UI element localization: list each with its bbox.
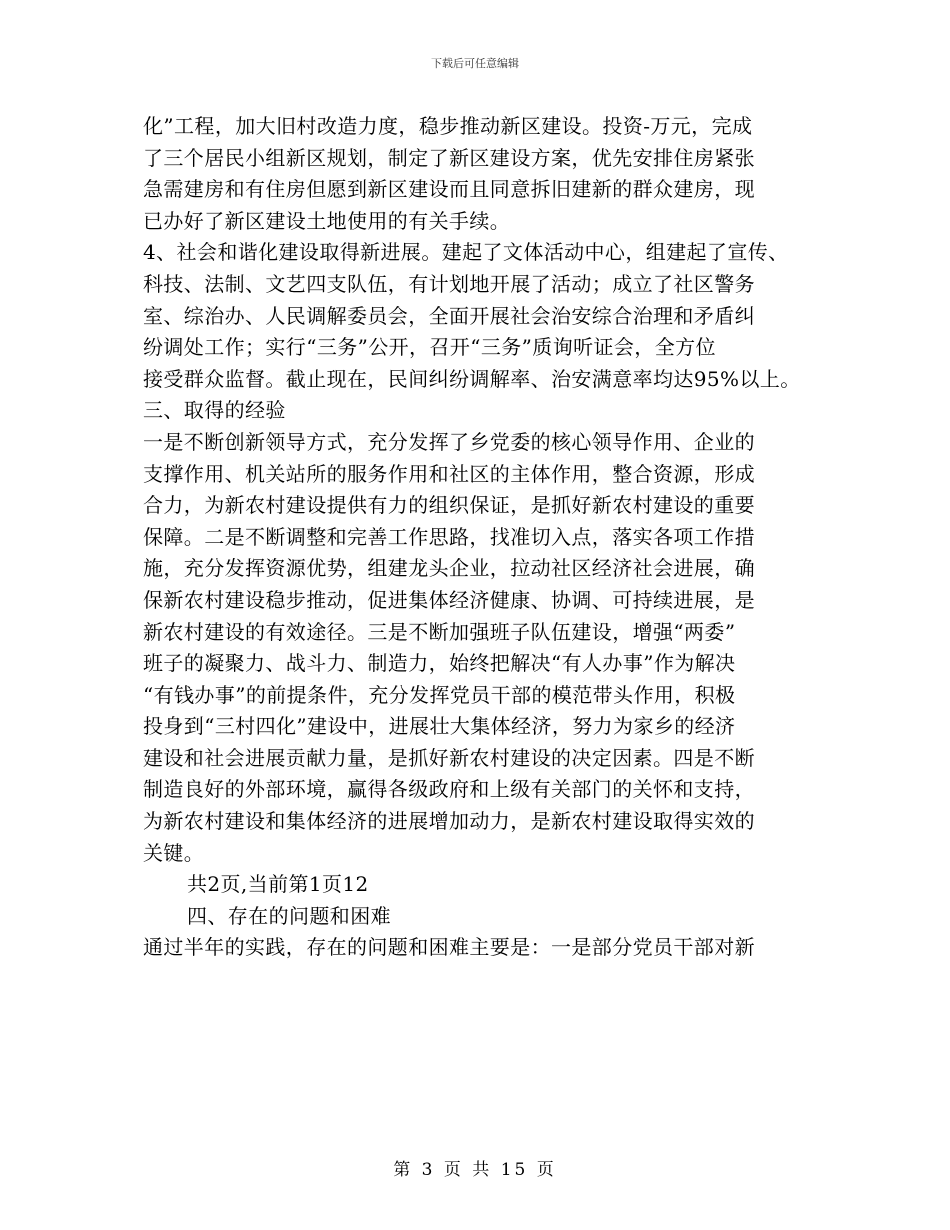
text-line: 接受群众监督。截止现在，民间纠纷调解率、治安满意率均达95%以上。	[143, 366, 801, 391]
text-line: 建设和社会进展贡献力量，是抓好新农村建设的决定因素。四是不断	[143, 745, 755, 770]
text-line: 支撑作用、机关站所的服务作用和社区的主体作用，整合资源，形成	[143, 461, 755, 486]
text-line: 新农村建设的有效途径。三是不断加强班子队伍建设，增强“两委”	[143, 619, 736, 644]
text-line: 保障。二是不断调整和完善工作思路，找准切入点，落实各项工作措	[143, 524, 755, 549]
text-line: 了三个居民小组新区规划，制定了新区建设方案，优先安排住房紧张	[143, 145, 755, 170]
text-line: 已办好了新区建设土地使用的有关手续。	[143, 208, 511, 233]
text-line: 化”工程，加大旧村改造力度，稳步推动新区建设。投资-万元，完成	[143, 114, 753, 138]
text-line: 室、综治办、人民调解委员会，全面开展社会治安综合治理和矛盾纠	[143, 303, 755, 328]
page-number: 第 3 页 共 15 页	[393, 1160, 557, 1180]
text-line: 班子的凝聚力、战斗力、制造力，始终把解决“有人办事”作为解决	[143, 651, 736, 676]
text-line: 4、社会和谐化建设取得新进展。建起了文体活动中心，组建起了宣传、	[143, 240, 789, 265]
text-line: 制造良好的外部环境，赢得各级政府和上级有关部门的关怀和支持，	[143, 777, 755, 802]
text-line: 为新农村建设和集体经济的进展增加动力，是新农村建设取得实效的	[143, 809, 755, 834]
text-line: “有钱办事”的前提条件，充分发挥党员干部的模范带头作用，积极	[143, 682, 736, 707]
text-line: 通过半年的实践，存在的问题和困难主要是：一是部分党员干部对新	[143, 935, 755, 960]
text-line: 一是不断创新领导方式，充分发挥了乡党委的核心领导作用、企业的	[143, 429, 755, 454]
section-heading: 四、存在的问题和困难	[187, 903, 391, 928]
text-line: 施，充分发挥资源优势，组建龙头企业，拉动社区经济社会进展，确	[143, 556, 755, 581]
text-line: 投身到“三村四化”建设中，进展壮大集体经济，努力为家乡的经济	[143, 714, 736, 739]
section-heading: 三、取得的经验	[143, 398, 286, 423]
header-note: 下载后可任意编辑	[431, 57, 519, 70]
text-line: 保新农村建设稳步推动，促进集体经济健康、协调、可持续进展，是	[143, 587, 755, 612]
text-line: 科技、法制、文艺四支队伍，有计划地开展了活动；成立了社区警务	[143, 271, 755, 296]
text-line: 关键。	[143, 840, 205, 865]
text-line: 纷调处工作；实行“三务”公开，召开“三务”质询听证会，全方位	[143, 335, 716, 360]
inline-page-note: 共2页,当前第1页12	[187, 872, 369, 897]
document-body	[143, 111, 833, 964]
text-line: 急需建房和有住房但愿到新区建设而且同意拆旧建新的群众建房，现	[143, 177, 755, 202]
text-line: 合力，为新农村建设提供有力的组织保证，是抓好新农村建设的重要	[143, 493, 755, 518]
